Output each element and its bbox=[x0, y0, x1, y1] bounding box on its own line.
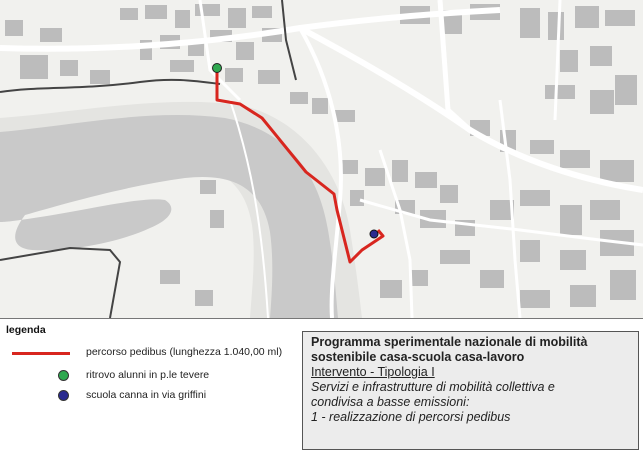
legend-item-label: ritrovo alunni in p.le tevere bbox=[86, 369, 210, 381]
legend-panel bbox=[0, 318, 643, 452]
meeting-point-icon[interactable] bbox=[213, 64, 222, 73]
legend-item-meeting-point bbox=[0, 369, 300, 385]
program-intervention: Intervento - Tipologia I bbox=[311, 365, 435, 379]
legend-item-route bbox=[0, 346, 300, 362]
program-title-line2: sostenibile casa-scuola casa-lavoro bbox=[311, 350, 525, 364]
legend-item-label: scuola canna in via griffini bbox=[86, 389, 207, 401]
program-title-line1: Programma sperimentale nazionale di mobilità bbox=[311, 335, 588, 349]
legend-title: legenda bbox=[6, 324, 46, 336]
program-box bbox=[302, 331, 639, 450]
school-icon[interactable] bbox=[370, 230, 378, 238]
program-desc-line3: 1 - realizzazione di percorsi pedibus bbox=[311, 410, 511, 424]
legend-item-label: percorso pedibus (lunghezza 1.040,00 ml) bbox=[86, 346, 283, 358]
program-desc-line1: Servizi e infrastrutture di mobilità collettiva e bbox=[311, 380, 555, 394]
program-desc-line2: condivisa a basse emissioni: bbox=[311, 395, 470, 409]
legend-item-school bbox=[0, 389, 300, 405]
green-dot-icon bbox=[58, 370, 69, 381]
navy-dot-icon bbox=[58, 390, 69, 401]
route-line-icon bbox=[12, 352, 70, 355]
